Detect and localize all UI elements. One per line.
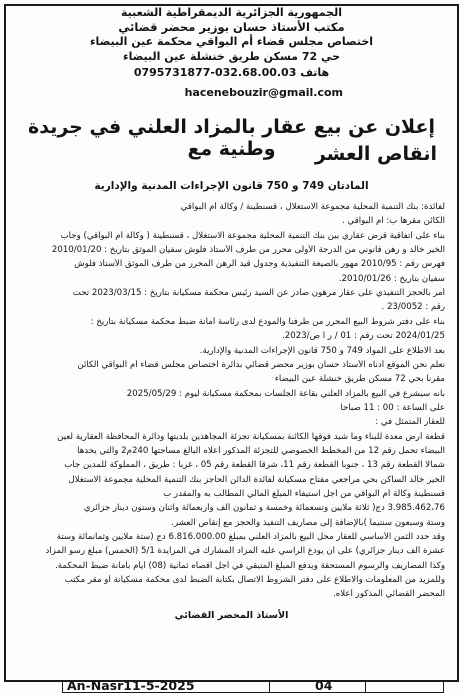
body-line: نعلم نحن الموقع أدناه الأستاذ حسان بوزير محضر قضائي بدائرة اختصاص مجلس قضاء أم البواقي الكائن bbox=[77, 359, 445, 370]
legal-articles-subtitle: المادتان 749 و 750 قانون الإجراءات المدنية والإدارية bbox=[94, 180, 369, 192]
body-line: 2024/01/25 تحت رقم : 01 / ر أ ص/2023. bbox=[282, 331, 445, 342]
jurisdiction: اختصاص مجلس قضاء أم البواقي محكمة عين البيضاء bbox=[89, 35, 374, 48]
page-footer bbox=[62, 680, 444, 693]
body-line: البيضاء تحمل رقم 12 من المخطط الخصوصي للتجزئة المذكور أعلاه البالغ مساحتها 240م2 والتي يحدها bbox=[77, 445, 445, 456]
body-line: 3.985.462،76 دج( ثلاثة ملايين وتسعمائة وخمسة و ثمانون ألف وأربعمائة واثنان وستون دينار جزائري bbox=[83, 503, 445, 514]
office-phone: هاتف 032.68.00.03-0795731877 bbox=[133, 66, 330, 79]
body-line: المحضر القضائي المذكور أعلاه. bbox=[333, 589, 445, 600]
body-line: أمر بالحجز التنفيذي على عقار مرهون صادر عن السيد رئيس محكمة مسكيانة بتاريخ : 2023/03/15 تحت bbox=[72, 288, 445, 299]
body-line: بأنه سيشرع في البيع بالمزاد العلني بقاعة الجلسات بمحكمة مسكيانة ليوم : 2025/05/29 bbox=[126, 388, 445, 399]
notice-title-line2: انقاص العشر bbox=[314, 143, 437, 165]
body-line: الخير خالد و رهن قانوني من الدرجة الأولى محرر من طرف الأستاذ فلوش سفيان الموثق بتاريخ : 2010/01/20 bbox=[51, 245, 445, 256]
office-email[interactable]: hacenebouzir@gmail.com bbox=[184, 86, 343, 99]
body-line: وكذا المصاريف والرسوم المستحقة ويدفع المبلغ المتبقي في أجل أقصاه ثمانية (08) أيام بأمانة ضبط المحكمة. bbox=[55, 560, 445, 571]
body-line: الكائن مقرها ب: أم البواقي . bbox=[342, 216, 445, 227]
footer-divider bbox=[269, 680, 270, 693]
body-line: بعد الاطلاع على المواد 749 و 750 قانون الإجراءات المدنية والإدارية. bbox=[199, 345, 445, 356]
body-line: عشرة ألف دينار جزائري) على أن يودع الراسي عليه المزاد المشارك في المزايدة 5/1 (الخمس) مبلغ رسو المزاد bbox=[45, 546, 445, 557]
body-line: وستة وسبعون سنتيما )بالإضافة إلى مصاريف التنفيذ والحجز مع إنقاص العشر. bbox=[171, 517, 445, 528]
body-line: بناء على اتفاقية قرض عقاري بين بنك التنمية المحلية مجموعة الاستغلال ، قسنطينة ( وكالة أم البواقي) وجاب bbox=[60, 230, 445, 241]
page-number: 04 bbox=[315, 678, 333, 693]
newspaper-date: An-Nasr11-5-2025 bbox=[67, 678, 195, 693]
office-name: مكتب الأستاذ حسان بوزير محضر قضائي bbox=[118, 20, 345, 34]
body-line: الخير خالد الساكن بحي مراجعي مفتاح مسكيانة لفائدة الدائن الحاجز بنك التنمية المحلية مجموعة الاستغلال bbox=[68, 474, 445, 485]
republic-heading: الجمهورية الجزائرية الديمقراطية الشعبية bbox=[121, 6, 342, 19]
body-line: وللمزيد من المعلومات والاطلاع على دفتر الشروط الاتصال بكتابة الضبط لدى محكمة مسكيانة أو مقر مكتب bbox=[64, 575, 445, 586]
signature: الأستاذ المحضر القضائي bbox=[174, 610, 289, 621]
body-line: بناء على دفتر شروط البيع المحرر من طرفنا والمودع لدى رئاسة أمانة ضبط محكمة مسكيانة بتاريخ : bbox=[90, 316, 445, 327]
body-line: للعقار المتمثل في : bbox=[375, 417, 445, 428]
body-line: مقرنا بحي 72 مسكن طريق خنشلة عين البيضاء bbox=[274, 374, 445, 385]
office-address: حي 72 مسكن طريق خنشلة عين البيضاء bbox=[122, 50, 341, 63]
body-line: فهرس رقم : 2010/95 مهور بالصيغة التنفيذية وجدول قيد الرهن المحرر من طرف الموثق الأستاذ فلوش bbox=[74, 259, 445, 270]
body-line: سفيان بتاريخ : 2010/01/26. bbox=[338, 273, 445, 284]
notice-title-line1: إعلان عن بيع عقار بالمزاد العلني في جريدة وطنية مع bbox=[28, 116, 435, 160]
body-line: شمالا القطعة رقم 13 ، جنوبا القطعة رقم 11، شرقا القطعة رقم 05 ، غربا : طريق ، المملوكة للمدين جاب bbox=[64, 460, 445, 471]
body-line: وقد حدد الثمن الأساسي للعقار محل البيع بالمزاد العلني بمبلغ 6.816.000.00 دج (ستة ملايين وثمانمائة وستة bbox=[56, 532, 445, 543]
body-line: قطعة أرض معدة للبناء وما شيد فوقها الكائنة بمسكيانة تجزئة المجاهدين بلديتها ودائرة المحافظة العقارية لعين bbox=[57, 431, 445, 442]
body-line: رقم : 23/0052 . bbox=[381, 302, 445, 313]
body-line: قسنطينة وكالة أم البواقي من أجل استيفاء المبلغ المالي المطالب به والمقدر ب bbox=[163, 489, 445, 499]
body-line: على الساعة : 00 : 11 صباحا bbox=[340, 402, 445, 413]
body-line: لفائدة: بنك التنمية المحلية مجموعة الاستغلال ، قسنطينة / وكالة أم البواقي bbox=[180, 202, 445, 212]
footer-divider bbox=[365, 680, 366, 693]
